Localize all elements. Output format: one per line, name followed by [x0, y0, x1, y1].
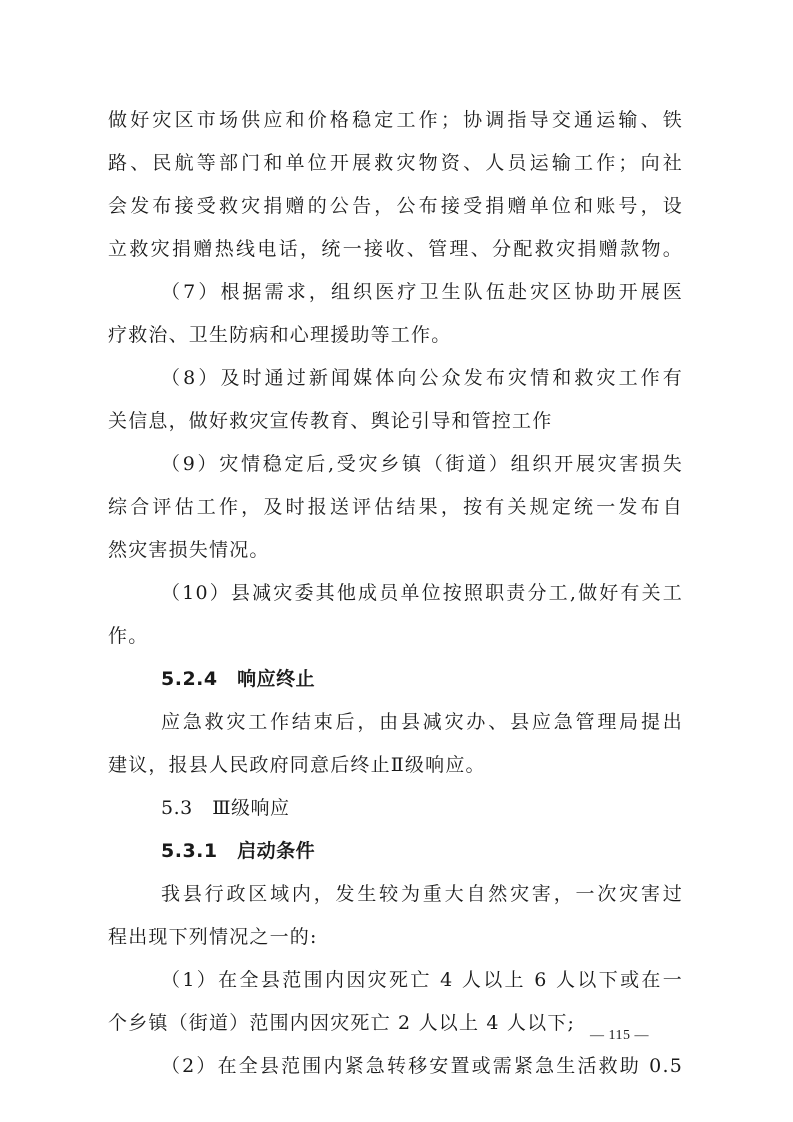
paragraph-line: 路、民航等部门和单位开展救灾物资、人员运输工作；向社	[108, 152, 683, 174]
paragraph-line: 疗救治、卫生防病和心理援助等工作。	[108, 324, 452, 346]
paragraph-line: 应急救灾工作结束后，由县减灾办、县应急管理局提出	[161, 711, 683, 733]
paragraph-line: （7）根据需求，组织医疗卫生队伍赴灾区协助开展医	[161, 281, 683, 303]
paragraph-line: 程出现下列情况之一的:	[108, 926, 318, 948]
paragraph-line: （8）及时通过新闻媒体向公众发布灾情和救灾工作有	[161, 367, 683, 389]
section-subheading: 5.3 Ⅲ级响应	[161, 797, 290, 819]
paragraph-line: 个乡镇（街道）范围内因灾死亡 2 人以上 4 人以下;	[108, 1012, 576, 1034]
paragraph-line: 会发布接受救灾捐赠的公告，公布接受捐赠单位和账号，设	[108, 195, 683, 217]
paragraph-line: 做好灾区市场供应和价格稳定工作；协调指导交通运输、铁	[108, 109, 683, 131]
paragraph-line: （10）县减灾委其他成员单位按照职责分工,做好有关工	[161, 582, 683, 604]
section-heading: 5.3.1 启动条件	[161, 840, 316, 862]
paragraph-line: 作。	[108, 625, 149, 647]
paragraph-line: （2）在全县范围内紧急转移安置或需紧急生活救助 0.5	[161, 1055, 683, 1077]
paragraph-line: 建议，报县人民政府同意后终止Ⅱ级响应。	[108, 754, 486, 776]
paragraph-line: 立救灾捐赠热线电话，统一接收、管理、分配救灾捐赠款物。	[108, 238, 683, 260]
section-heading: 5.2.4 响应终止	[161, 668, 316, 690]
paragraph-line: 综合评估工作，及时报送评估结果，按有关规定统一发布自	[108, 496, 683, 518]
paragraph-line: （1）在全县范围内因灾死亡 4 人以上 6 人以下或在一	[161, 969, 683, 991]
page-number: — 115 —	[590, 1028, 649, 1043]
paragraph-line: 关信息，做好救灾宣传教育、舆论引导和管控工作	[108, 410, 553, 432]
paragraph-line: （9）灾情稳定后,受灾乡镇（街道）组织开展灾害损失	[161, 453, 683, 475]
paragraph-line: 然灾害损失情况。	[108, 539, 270, 561]
paragraph-line: 我县行政区域内，发生较为重大自然灾害，一次灾害过	[161, 883, 683, 905]
